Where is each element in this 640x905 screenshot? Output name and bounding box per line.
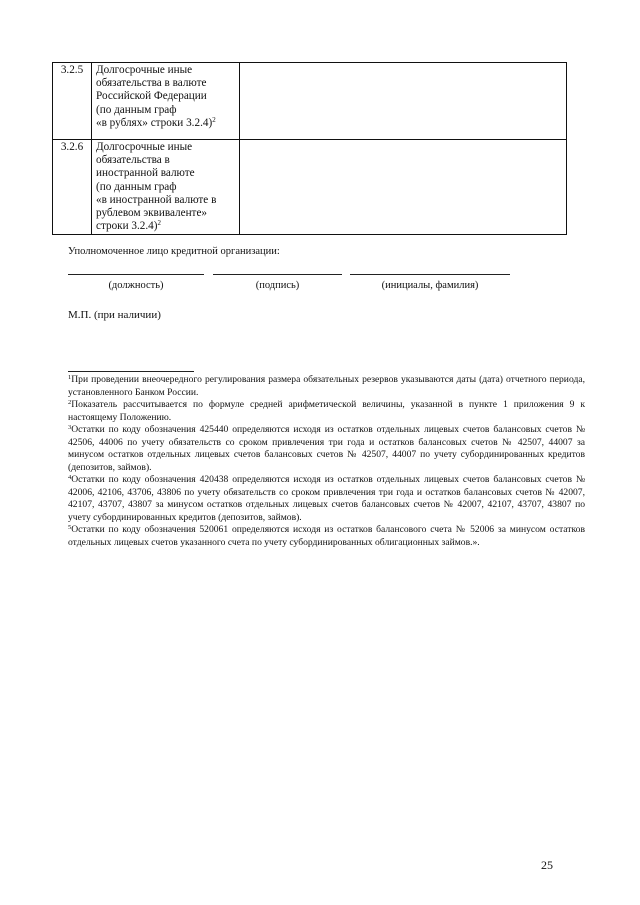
footnote [68,474,585,524]
table-row [53,63,567,140]
description-line: обязательства в валюте [96,77,207,90]
signature-label: (подпись) [255,280,300,291]
row-description [92,140,240,235]
description-line: Российской Федерации [96,90,207,103]
obligations-table [52,62,567,235]
description-line: рублевом эквиваленте» [96,207,208,220]
footnote-number: 1 [68,374,72,381]
description-line: Долгосрочные иные [96,141,193,153]
stamp-note: М.П. (при наличии) [68,309,161,321]
row-value [240,140,567,235]
name-signature-line [350,274,510,275]
description-text: строки 3.2.4) [96,220,158,233]
footnote-text: При проведении внеочередного регулирования размера обязательных резервов указываются даты (дата) отчетного периода, установленного Банком России. [68,374,585,398]
signature-line [213,274,342,275]
page-number: 25 [541,858,553,872]
footnote-number: 4 [68,474,72,481]
footnote-text: Остатки по коду обозначения 420438 определяются исходя из остатков отдельных лицевых счетов балансовых счетов № 42006, 42106, 43706, 43806 по учету обязательств со сроком привлечения три года и остатков балансовых счетов № 42007, 42107, 43707, 43807 за минусом остатков отдельных лицевых счетов балансовых счетов № 42007, 42107, 43707, 43807 по учету субординированных кредитов (депозитов, займов). [68,474,585,523]
position-signature-line [68,274,204,275]
footnote-number: 3 [68,424,72,431]
footnote-number: 2 [68,399,72,406]
footnote [68,424,585,474]
footnote [68,374,585,399]
description-line: Долгосрочные иные [96,64,193,76]
footnote-text: Показатель рассчитывается по формуле средней арифметической величины, указанной в пункте 1 приложения 9 к настоящему Положению. [68,399,585,423]
authorized-person-label: Уполномоченное лицо кредитной организации: [68,246,280,257]
description-line: (по данным граф [96,180,177,193]
description-line: (по данным граф [96,103,177,116]
description-text: «в рублях» строки 3.2.4) [96,116,213,129]
footnote-number: 5 [68,524,72,531]
footnote [68,399,585,424]
footnotes [68,374,585,549]
table-row [53,140,567,235]
row-value [240,63,567,140]
footnote-text: Остатки по коду обозначения 520061 определяются исходя из остатков балансового счета № 52006 за минусом остатков отдельных лицевых счетов указанного счета по учету субординированных облигационных займов.». [68,524,585,548]
footnote-reference: 2 [157,219,161,228]
row-number: 3.2.5 [53,63,92,140]
description-line [96,117,235,130]
footnote-divider [68,371,194,372]
footnote-text: Остатки по коду обозначения 425440 определяются исходя из остатков отдельных лицевых счетов балансовых счетов № 42506, 44006 по учету обязательств со сроком привлечения три года и остатков балансовых счетов № 42507, 44007 за минусом остатков отдельных лицевых счетов балансовых счетов № 42507, 44007 по учету субординированных кредитов (депозитов, займов). [68,424,585,473]
description-line: «в иностранной валюте в [96,193,217,206]
footnote-reference: 2 [212,115,216,124]
footnote [68,524,585,549]
position-label: (должность) [108,280,164,291]
row-number: 3.2.6 [53,140,92,235]
description-line [96,220,235,233]
description-line: обязательства в [96,154,170,167]
name-label: (инициалы, фамилия) [381,280,479,291]
description-line: иностранной валюте [96,167,195,180]
row-description [92,63,240,140]
